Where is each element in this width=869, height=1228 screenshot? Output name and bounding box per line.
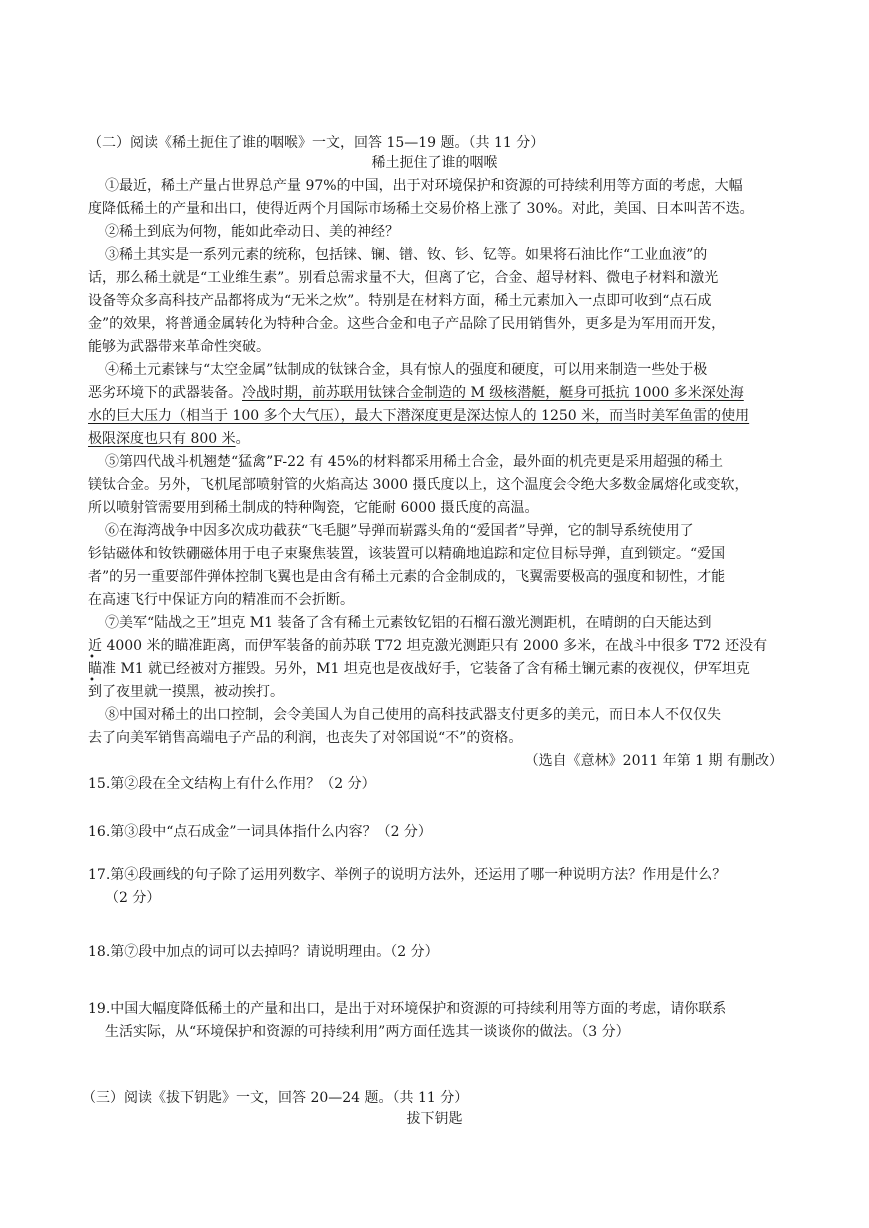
paragraph-7-line: 瞄准 M1 就已经被对方摧毁。另外，M1 坦克也是夜战好手，它装备了含有稀土镧元素的夜视仪，伊军坦克 (88, 661, 750, 677)
paragraph-3-line: 金”的效果，将普通金属转化为特种合金。这些合金和电子产品除了民用销售外，更多是为军用而开发， (88, 316, 726, 332)
paragraph-7-line: 近 4000 米的瞄准距离，而伊军装备的前苏联 T72 坦克激光测距只有 2000 多米，在战斗中很多 T72 还没有 (88, 638, 768, 654)
underlined-sentence: 冷战时期，前苏联用钛铼合金制造的 M 级核潜艇，艇身可抵抗 1000 多米深处海 (242, 385, 744, 401)
paragraph-4-line (88, 383, 744, 403)
paragraph-1-line: ①最近，稀土产量占世界总产量 97%的中国，出于对环境保护和资源的可持续利用等方面的考虑，大幅 (105, 178, 743, 194)
paragraph-5-line: 所以喷射管需要用到稀土制成的特种陶瓷，它能耐 6000 摄氏度的高温。 (88, 500, 539, 516)
question-16: 16.第③段中“点石成金”一词具体指什么内容？（2 分） (88, 824, 432, 840)
paragraph-3-line: 话，那么稀土就是“工业维生素”。别看总需求量不大，但离了它，合金、超导材料、微电子材料和激光 (88, 270, 719, 286)
section-heading: （二）阅读《稀土扼住了谁的咽喉》一文，回答 15—19 题。（共 11 分） (88, 135, 545, 151)
paragraph-1-line: 度降低稀土的产量和出口，使得近两个月国际市场稀土交易价格上涨了 30%。对此，美国、日本叫苦不迭。 (88, 201, 754, 217)
paragraph-3-line: 能够为武器带来革命性突破。 (88, 339, 270, 355)
emphasis-dot-icon: • (89, 675, 95, 686)
paragraph-4-line (88, 429, 250, 449)
paragraph-5-line: 镁钛合金。另外，飞机尾部喷射管的火焰高达 3000 摄氏度以上，这个温度会令绝大多数金属熔化或变软， (88, 477, 749, 493)
paragraph-3-line: ③稀土其实是一系列元素的统称，包括铼、镧、镨、钕、钐、钇等。如果将石油比作“工业血液”的 (105, 247, 708, 263)
paragraph-6-line: 者”的另一重要部件弹体控制飞翼也是由含有稀土元素的合金制成的，飞翼需要极高的强度和韧性，才能 (88, 569, 726, 585)
paragraph-8-line: ⑧中国对稀土的出口控制，会令美国人为自己使用的高科技武器支付更多的美元，而日本人不仅仅失 (105, 707, 721, 723)
paragraph-2-line: ②稀土到底为何物，能如此牵动日、美的神经？ (105, 224, 399, 240)
paragraph-4-line: ④稀土元素铼与“太空金属”钛制成的钛铼合金，具有惊人的强度和硬度，可以用来制造一些处于极 (105, 362, 708, 378)
emphasis-dot-icon: • (89, 652, 95, 663)
article-title: 稀土扼住了谁的咽喉 (371, 155, 498, 171)
underlined-sentence: 极限深度也只有 800 米 (88, 431, 236, 447)
paragraph-7-line: 到了夜里就一摸黑，被动挨打。 (88, 684, 284, 700)
question-17-line: （2 分） (105, 890, 161, 906)
section-heading: （三）阅读《拔下钥匙》一文，回答 20—24 题。（共 11 分） (82, 1090, 469, 1106)
question-19: 19.中国大幅度降低稀土的产量和出口，是出于对环境保护和资源的可持续利用等方面的考虑，请你联系 (88, 1001, 727, 1017)
paragraph-7-line: ⑦美军“陆战之王”坦克 M1 装备了含有稀土元素钕钇铝的石榴石激光测距机，在晴朗的白天能达到 (105, 615, 712, 631)
underlined-sentence: 水的巨大压力（相当于 100 多个大气压），最大下潜深度更是深达惊人的 1250 米，而当时美军鱼雷的使用 (88, 408, 750, 424)
paragraph-4-text: 恶劣环境下的武器装备。 (88, 385, 242, 401)
question-18: 18.第⑦段中加点的词可以去掉吗？请说明理由。（2 分） (88, 944, 439, 960)
source-citation: （选自《意林》2011 年第 1 期 有删改） (524, 753, 783, 769)
paragraph-3-line: 设备等众多高科技产品都将成为“无米之炊”。特别是在材料方面，稀土元素加入一点即可收到“点石成 (88, 293, 712, 309)
article-title: 拔下钥匙 (406, 1111, 463, 1127)
paragraph-6-line: ⑥在海湾战争中因多次成功截获“飞毛腿”导弹而崭露头角的“爱国者”导弹，它的制导系统使用了 (105, 523, 694, 539)
paragraph-6-line: 在高速飞行中保证方向的精准而不会折断。 (88, 592, 354, 608)
paragraph-6-line: 钐钴磁体和钕铁硼磁体用于电子束聚焦装置，该装置可以精确地追踪和定位目标导弹，直到锁定。“爱国 (88, 546, 726, 562)
paragraph-8-line: 去了向美军销售高端电子产品的利润，也丧失了对邻国说“不”的资格。 (88, 730, 523, 746)
paragraph-5-line: ⑤第四代战斗机翘楚“猛禽”F-22 有 45%的材料都采用稀土合金，最外面的机壳更是采用超强的稀土 (105, 454, 723, 470)
question-15: 15.第②段在全文结构上有什么作用？（2 分） (88, 776, 376, 792)
paragraph-4-text: 。 (235, 431, 250, 447)
question-17: 17.第④段画线的句子除了运用列数字、举例子的说明方法外，还运用了哪一种说明方法？作用是什么？ (88, 867, 727, 883)
question-19-line: 生活实际，从“环境保护和资源的可持续利用”两方面任选其一谈谈你的做法。（3 分） (105, 1024, 630, 1040)
